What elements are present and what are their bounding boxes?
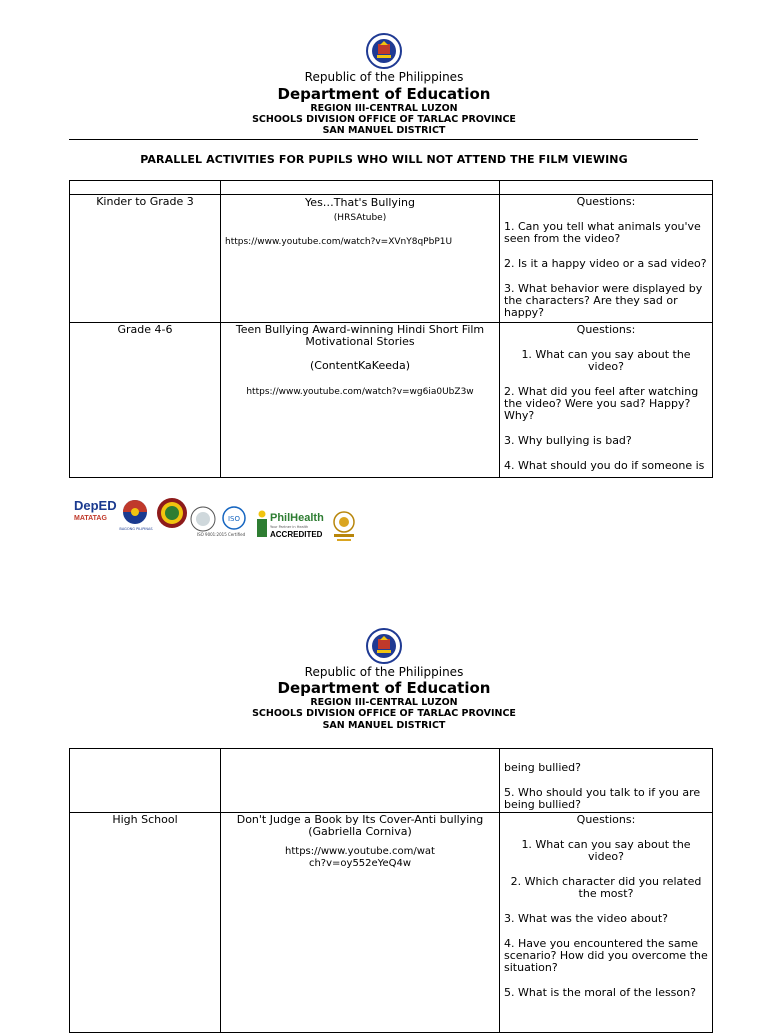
footer-logo-strip <box>74 494 374 544</box>
video-cell <box>221 195 500 323</box>
deped-matatag-logo <box>74 498 116 532</box>
table-row <box>70 195 713 323</box>
questions-label: Questions: <box>576 813 636 826</box>
video-title: Yes…That's Bullying <box>305 196 415 209</box>
republic-text: Republic of the Philippines <box>304 70 464 84</box>
questions-cell <box>500 813 713 1033</box>
question-item: 5. What is the moral of the lesson? <box>504 986 696 999</box>
document-title: PARALLEL ACTIVITIES FOR PUPILS WHO WILL NOT ATTEND THE FILM VIEWING <box>140 153 628 166</box>
question-item: 2. Which character did you related the most? <box>510 875 702 900</box>
small-seal-icon <box>190 506 216 532</box>
division-seal-icon <box>156 497 188 529</box>
department-title: Department of Education <box>277 679 491 697</box>
iso-certified-text: ISO 9001:2015 Certified <box>196 532 246 537</box>
video-title: Teen Bullying Award-winning Hindi Short Film Motivational Stories <box>235 323 485 348</box>
questions-continuation-cell <box>500 749 713 813</box>
question-item: 1. What can you say about the video? <box>521 348 691 373</box>
channel-name: (ContentKaKeeda) <box>309 359 410 372</box>
questions-cell <box>500 323 713 478</box>
table-row <box>70 813 713 1033</box>
questions-label: Questions: <box>576 195 636 208</box>
grade-level-cell: Grade 4-6 <box>70 323 221 478</box>
questions-cell <box>500 195 713 323</box>
activities-table <box>69 180 713 478</box>
bagong-pilipinas-text: BAGONG PILIPINAS <box>119 527 153 531</box>
iso-certification-icon <box>220 506 248 530</box>
division-text: SCHOOLS DIVISION OFFICE OF TARLAC PROVINCE <box>252 708 516 719</box>
question-item: 2. Is it a happy video or a sad video? <box>504 257 707 270</box>
video-title: Don't Judge a Book by Its Cover-Anti bullying <box>236 813 484 826</box>
question-item: 3. What was the video about? <box>504 912 669 925</box>
republic-text: Republic of the Philippines <box>304 665 464 679</box>
table-row <box>70 749 713 813</box>
video-link[interactable]: https://www.youtube.com/watch?v=wg6ia0UbZ3w <box>246 387 474 397</box>
question-item: 4. Have you encountered the same scenario? How did you overcome the situation? <box>504 937 708 974</box>
deped-seal-icon <box>366 628 402 664</box>
deped-seal-icon <box>366 33 402 69</box>
division-text: SCHOOLS DIVISION OFFICE OF TARLAC PROVINCE <box>252 114 516 125</box>
question-item: being bullied? <box>504 761 581 774</box>
philhealth-tagline: Your Partner in Health <box>270 525 309 529</box>
table-row <box>70 323 713 478</box>
question-item: 1. Can you tell what animals you've seen from the video? <box>504 220 701 245</box>
question-item: 3. What behavior were displayed by the characters? Are they sad or happy? <box>504 282 703 319</box>
svg-text:ISO: ISO <box>227 515 241 523</box>
channel-name: (Gabriella Corniva) <box>308 825 412 838</box>
question-item: 1. What can you say about the video? <box>521 838 691 863</box>
region-text: REGION III-CENTRAL LUZON <box>310 103 458 114</box>
philhealth-wordmark: PhilHealth <box>270 512 324 524</box>
grade-level-cell: High School <box>70 813 221 1033</box>
bagong-pilipinas-logo-icon <box>118 498 152 528</box>
district-text: SAN MANUEL DISTRICT <box>322 720 446 731</box>
accredited-label: ACCREDITED <box>270 530 323 539</box>
question-item: 2. What did you feel after watching the video? Were you sad? Happy? Why? <box>504 385 699 422</box>
header-divider <box>69 139 698 140</box>
deped-wordmark: DepED <box>74 498 117 513</box>
video-cell <box>221 813 500 1033</box>
video-cell <box>221 323 500 478</box>
video-link[interactable]: https://www.youtube.com/watch?v=XVnY8qPbP1U <box>225 237 453 247</box>
matatag-wordmark: MATATAG <box>74 515 107 522</box>
philhealth-figure-icon <box>256 510 268 538</box>
question-item: 5. Who should you talk to if you are being bullied? <box>504 786 701 811</box>
grade-level-cell: Kinder to Grade 3 <box>70 195 221 323</box>
questions-label: Questions: <box>576 323 636 336</box>
region-text: REGION III-CENTRAL LUZON <box>310 697 458 708</box>
activities-table-continued <box>69 748 713 1033</box>
award-badge-icon <box>330 510 358 544</box>
question-item: 3. Why bullying is bad? <box>504 434 632 447</box>
district-text: SAN MANUEL DISTRICT <box>322 125 446 136</box>
video-link[interactable]: https://www.youtube.com/watch?v=oy552eYeQ4w <box>285 846 435 869</box>
question-item: 4. What should you do if someone is <box>504 459 705 472</box>
department-title: Department of Education <box>277 85 491 103</box>
table-header-row <box>70 181 713 195</box>
channel-name: (HRSAtube) <box>333 213 387 223</box>
